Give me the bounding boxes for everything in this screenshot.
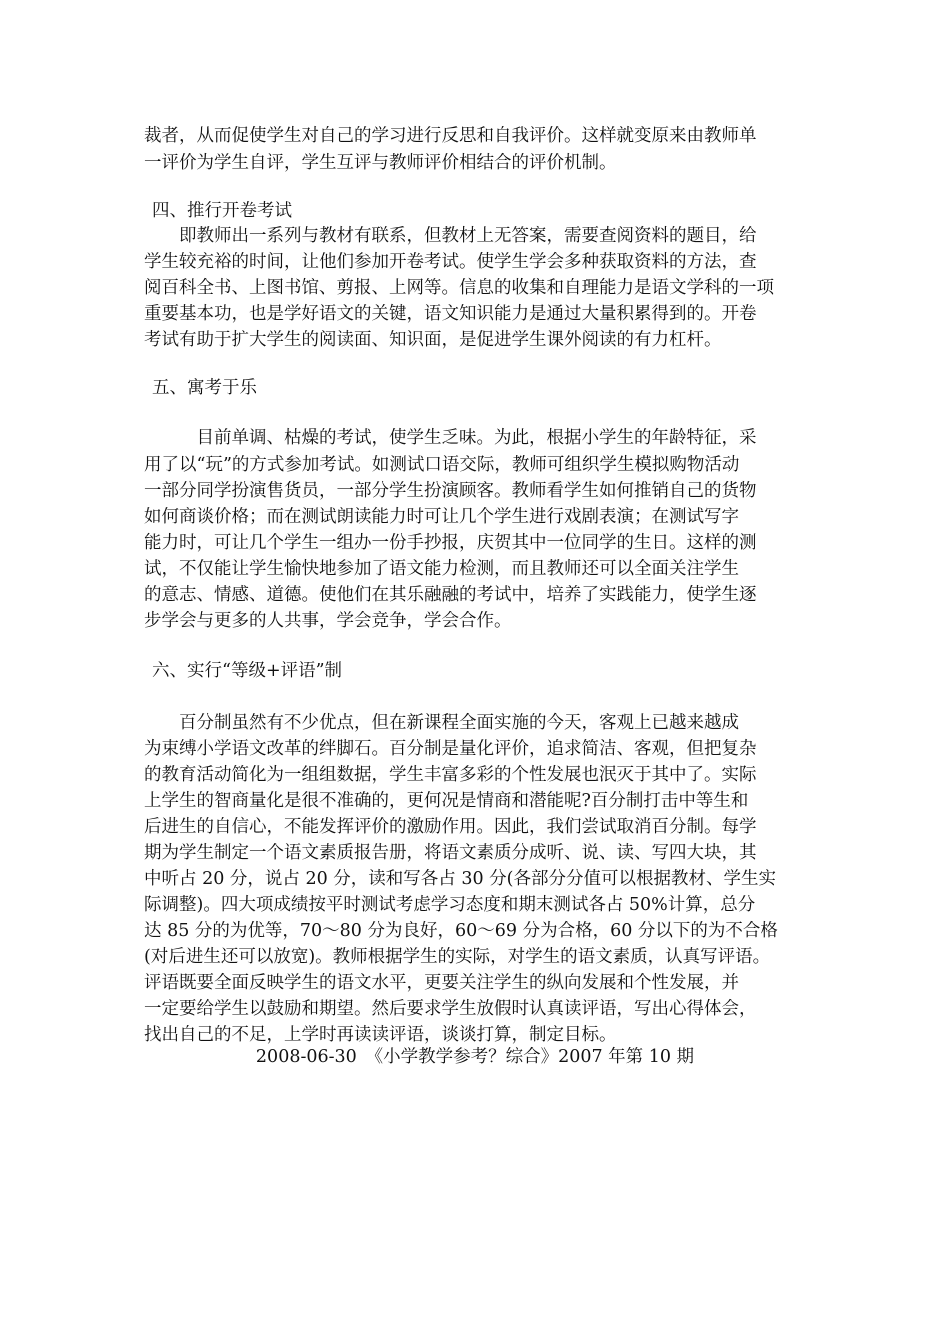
body-line: 际调整)。四大项成绩按平时测试考虑学习态度和期末测试各占 50%计算，总分 xyxy=(144,895,756,915)
body-line: 中听占 20 分，说占 20 分，读和写各占 30 分(各部分分值可以根据教材、学生实 xyxy=(144,869,777,889)
body-line: 达 85 分的为优等，70～80 分为良好，60～69 分为合格，60 分以下的为不合格 xyxy=(144,921,778,941)
body-line: 为束缚小学语文改革的绊脚石。百分制是量化评价，追求简洁、客观，但把复杂 xyxy=(144,739,757,759)
body-line: 的意志、情感、道德。使他们在其乐融融的考试中，培养了实践能力，使学生逐 xyxy=(144,585,757,605)
body-line: 期为学生制定一个语文素质报告册，将语文素质分成听、说、读、写四大块，其 xyxy=(144,843,757,863)
body-line: 学生较充裕的时间，让他们参加开卷考试。使学生学会多种获取资料的方法，查 xyxy=(144,252,757,272)
body-line: 一定要给学生以鼓励和期望。然后要求学生放假时认真读评语，写出心得体会， xyxy=(144,999,757,1019)
body-line: (对后进生还可以放宽)。教师根据学生的实际，对学生的语文素质，认真写评语。 xyxy=(144,947,771,967)
body-line: 即教师出一系列与教材有联系，但教材上无答案，需要查阅资料的题目，给 xyxy=(144,226,757,246)
body-line: 百分制虽然有不少优点，但在新课程全面实施的今天，客观上已越来越成 xyxy=(144,713,739,733)
section-heading: 四、推行开卷考试 xyxy=(152,201,292,221)
section-heading: 六、实行“等级+评语”制 xyxy=(152,661,343,681)
body-line: 如何商谈价格；而在测试朗读能力时可让几个学生进行戏剧表演；在测试写字 xyxy=(144,507,739,527)
body-line: 的教育活动简化为一组组数据，学生丰富多彩的个性发展也泯灭于其中了。实际 xyxy=(144,765,757,785)
body-line: 试，不仅能让学生愉快地参加了语文能力检测，而且教师还可以全面关注学生 xyxy=(144,559,739,579)
body-line: 评语既要全面反映学生的语文水平，更要关注学生的纵向发展和个性发展，并 xyxy=(144,973,739,993)
body-line: 目前单调、枯燥的考试，使学生乏味。为此，根据小学生的年龄特征，采 xyxy=(144,428,757,448)
body-line: 上学生的智商量化是很不准确的，更何况是情商和潜能呢?百分制打击中等生和 xyxy=(144,791,749,811)
body-line: 阅百科全书、上图书馆、剪报、上网等。信息的收集和自理能力是语文学科的一项 xyxy=(144,278,774,298)
body-line: 一评价为学生自评，学生互评与教师评价相结合的评价机制。 xyxy=(144,153,617,173)
body-line: 裁者，从而促使学生对自己的学习进行反思和自我评价。这样就变原来由教师单 xyxy=(144,126,757,146)
body-line: 用了以“玩”的方式参加考试。如测试口语交际，教师可组织学生模拟购物活动 xyxy=(144,455,740,475)
body-line: 找出自己的不足，上学时再读读评语，谈谈打算，制定目标。 xyxy=(144,1025,617,1045)
body-line: 后进生的自信心，不能发挥评价的激励作用。因此，我们尝试取消百分制。每学 xyxy=(144,817,757,837)
body-line: 考试有助于扩大学生的阅读面、知识面，是促进学生课外阅读的有力杠杆。 xyxy=(144,330,722,350)
body-line: 重要基本功，也是学好语文的关键，语文知识能力是通过大量积累得到的。开卷 xyxy=(144,304,757,324)
body-line: 一部分同学扮演售货员，一部分学生扮演顾客。教师看学生如何推销自己的货物 xyxy=(144,481,757,501)
section-heading: 五、寓考于乐 xyxy=(152,378,257,398)
source-citation: 2008-06-30 《小学教学参考？综合》2007 年第 10 期 xyxy=(255,1047,695,1067)
body-line: 步学会与更多的人共事，学会竞争，学会合作。 xyxy=(144,611,512,631)
body-line: 能力时，可让几个学生一组办一份手抄报，庆贺其中一位同学的生日。这样的测 xyxy=(144,533,757,553)
